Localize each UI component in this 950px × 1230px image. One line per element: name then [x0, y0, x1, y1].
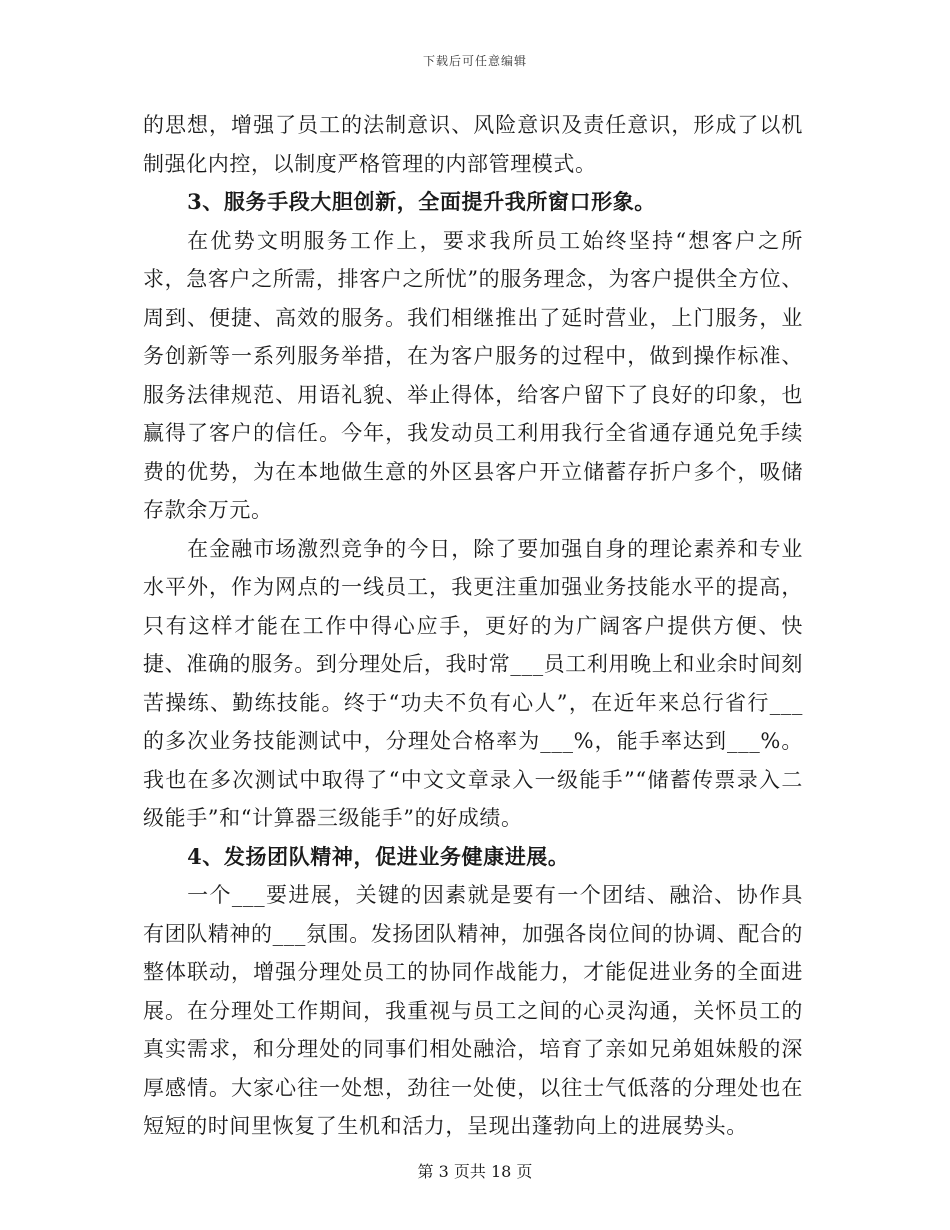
- section-heading-3: 3、服务手段大胆创新，全面提升我所窗口形象。: [187, 189, 656, 214]
- page-header: 下载后可任意编辑: [422, 54, 527, 68]
- paragraph-continuation: 的思想，增强了员工的法制意识、风险意识及责任意识，形成了以机制强化内控，以制度严格管理的内部管理模式。: [143, 113, 803, 176]
- section-heading-4: 4、发扬团队精神，促进业务健康进展。: [187, 843, 570, 869]
- paragraph-team: 一个___要进展，关键的因素就是要有一个团结、融洽、协作具有团队精神的___氛围。发扬团队精神，加强各岗位间的协调、配合的整体联动，增强分理处员工的协同作战能力，才能促进业务的全面进展。在分理处工作期间，我重视与员工之间的心灵沟通，关怀员工的真实需求，和分理处的同事们相处融洽，培育了亲如兄弟姐妹般的深厚感情。大家心往一处想，劲往一处使，以往士气低落的分理处也在短短的时间里恢复了生机和活力，呈现出蓬勃向上的进展势头。: [143, 883, 803, 1138]
- paragraph-service: 在优势文明服务工作上，要求我所员工始终坚持“想客户之所求，急客户之所需，排客户之所忧”的服务理念，为客户提供全方位、周到、便捷、高效的服务。我们相继推出了延时营业，上门服务，业务创新等一系列服务举措，在为客户服务的过程中，做到操作标准、服务法律规范、用语礼貌、举止得体，给客户留下了良好的印象，也赢得了客户的信任。今年，我发动员工利用我行全省通存通兑免手续费的优势，为在本地做生意的外区县客户开立储蓄存折户多个，吸储存款余万元。: [143, 228, 803, 522]
- paragraph-skills: 在金融市场激烈竞争的今日，除了要加强自身的理论素养和专业水平外，作为网点的一线员工，我更注重加强业务技能水平的提高，只有这样才能在工作中得心应手，更好的为广阔客户提供方便、快捷、准确的服务。到分理处后，我时常___员工利用晚上和业余时间刻苦操练、勤练技能。终于“功夫不负有心人”，在近年来总行省行___的多次业务技能测试中，分理处合格率为___%，能手率达到___%。我也在多次测试中取得了“中文文章录入一级能手”“储蓄传票录入二级能手”和“计算器三级能手”的好成绩。: [143, 536, 803, 830]
- page-footer: 第 3 页共 18 页: [417, 1162, 533, 1181]
- document-body: [143, 106, 803, 1146]
